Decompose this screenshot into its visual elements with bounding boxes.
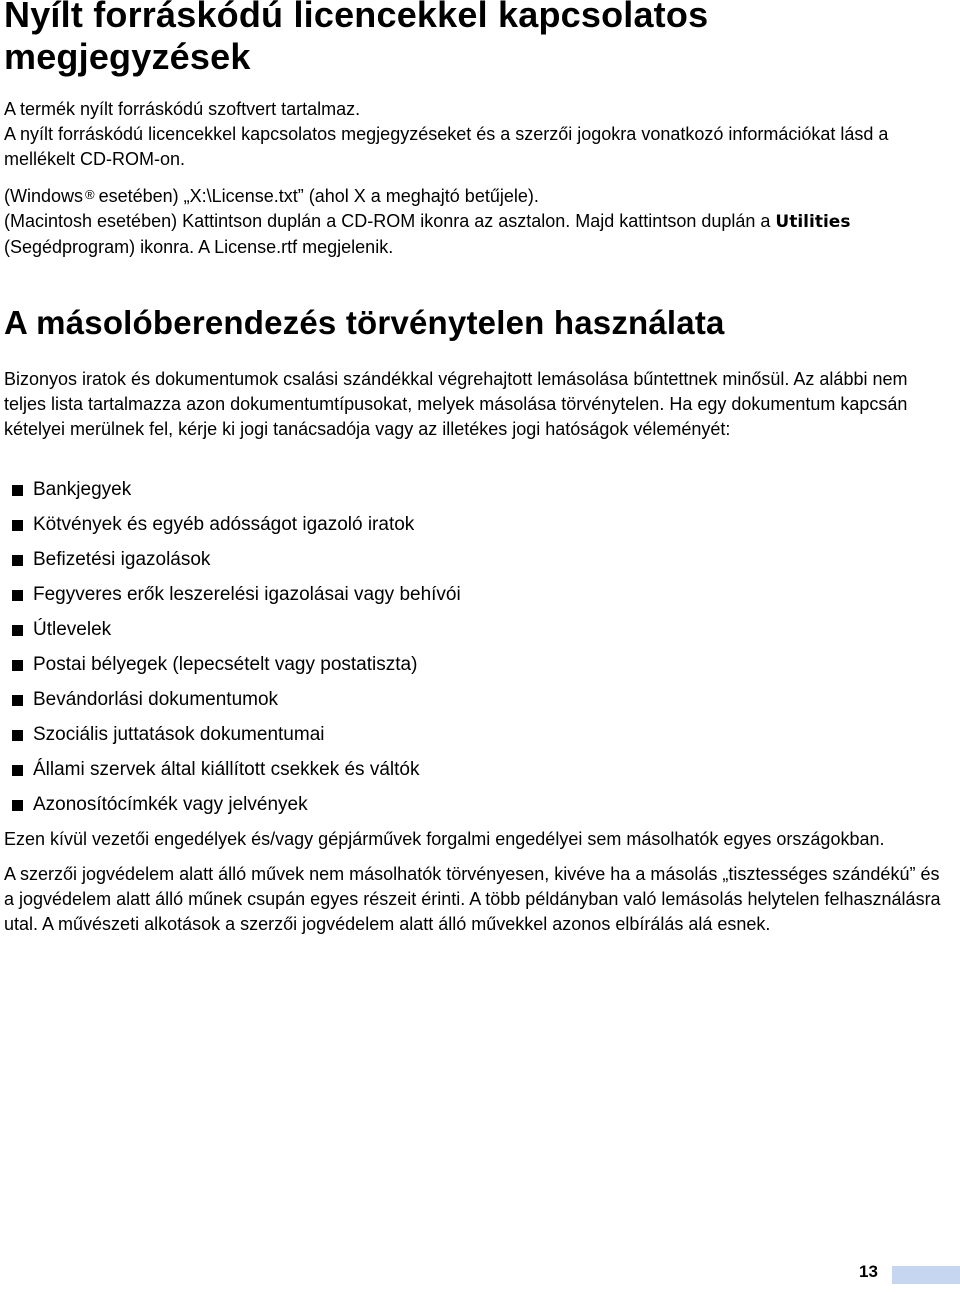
square-bullet-icon <box>12 800 23 811</box>
list-item <box>12 547 461 582</box>
list-item-text: Bevándorlási dokumentumok <box>33 689 279 710</box>
closing-section <box>4 827 944 937</box>
intro-section <box>4 97 944 260</box>
windows-path-text: esetében) „X:\License.txt” (ahol X a meghajtó betűjele). <box>98 186 539 206</box>
section-heading: A másolóberendezés törvénytelen használata <box>4 304 725 341</box>
square-bullet-icon <box>12 520 23 531</box>
windows-instruction <box>4 184 944 209</box>
list-item <box>12 792 461 827</box>
mac-text-post: (Segédprogram) ikonra. A License.rtf megjelenik. <box>4 237 394 257</box>
intro-line-1: A termék nyílt forráskódú szoftvert tartalmaz. <box>4 99 361 119</box>
warning-paragraph: Bizonyos iratok és dokumentumok csalási szándékkal végrehajtott lemásolása bűntettnek minősül. Az alábbi nem teljes lista tartalmazza azon dokumentumtípusokat, melyek másolása törvénytelen. Ha egy dokumentum kapcsán kételyei merülnek fel, kérje ki jogi tanácsadója vagy az illetékes jogi hatóságok véleményét: <box>4 369 908 439</box>
list-item <box>12 652 461 687</box>
square-bullet-icon <box>12 660 23 671</box>
list-item-text: Bankjegyek <box>33 479 132 500</box>
square-bullet-icon <box>12 555 23 566</box>
licenses-paragraph: Ezen kívül vezetői engedélyek és/vagy gépjárművek forgalmi engedélyei sem másolhatók egyes országokban. <box>4 829 885 849</box>
square-bullet-icon <box>12 765 23 776</box>
page-title: Nyílt forráskódú licencekkel kapcsolatos megjegyzések <box>4 0 709 77</box>
document-type-list <box>12 477 461 827</box>
page-tab-bar <box>892 1266 960 1284</box>
list-item <box>12 722 461 757</box>
list-item-text: Szociális juttatások dokumentumai <box>33 724 325 745</box>
list-item-text: Kötvények és egyéb adósságot igazoló iratok <box>33 514 415 535</box>
page-number: 13 <box>859 1262 878 1281</box>
list-item-text: Postai bélyegek (lepecsételt vagy postatiszta) <box>33 654 418 675</box>
section-paragraph <box>4 367 944 442</box>
square-bullet-icon <box>12 485 23 496</box>
list-item-text: Fegyveres erők leszerelési igazolásai vagy behívói <box>33 584 461 605</box>
copyright-paragraph: A szerzői jogvédelem alatt álló művek nem másolhatók törvényesen, kivéve ha a másolás „tisztességes szándékú” és a jogvédelem alatt álló műnek csupán egyes részeit érinti. A több példányban való lemásolás helytelen felhasználásra utal. A művészeti alkotások a szerzői jogvédelem alatt álló művekkel azonos elbírálás alá esnek. <box>4 864 941 934</box>
list-item-text: Azonosítócímkék vagy jelvények <box>33 794 308 815</box>
mac-text-pre: (Macintosh esetében) Kattintson duplán a CD-ROM ikonra az asztalon. Majd kattintson duplán a <box>4 211 776 231</box>
utilities-label: Utilities <box>775 212 851 232</box>
list-item <box>12 687 461 722</box>
square-bullet-icon <box>12 625 23 636</box>
macintosh-instruction <box>4 209 944 260</box>
registered-mark: ® <box>85 187 95 202</box>
list-item <box>12 617 461 652</box>
intro-line-2: A nyílt forráskódú licencekkel kapcsolatos megjegyzéseket és a szerzői jogokra vonatkozó információkat lásd a mellékelt CD-ROM-on. <box>4 124 889 169</box>
windows-label: (Windows <box>4 186 84 206</box>
square-bullet-icon <box>12 730 23 741</box>
square-bullet-icon <box>12 695 23 706</box>
list-item <box>12 477 461 512</box>
list-item-text: Befizetési igazolások <box>33 549 211 570</box>
list-item-text: Állami szervek által kiállított csekkek és váltók <box>33 759 420 780</box>
list-item <box>12 512 461 547</box>
list-item <box>12 757 461 792</box>
list-item <box>12 582 461 617</box>
list-item-text: Útlevelek <box>33 619 112 640</box>
square-bullet-icon <box>12 590 23 601</box>
